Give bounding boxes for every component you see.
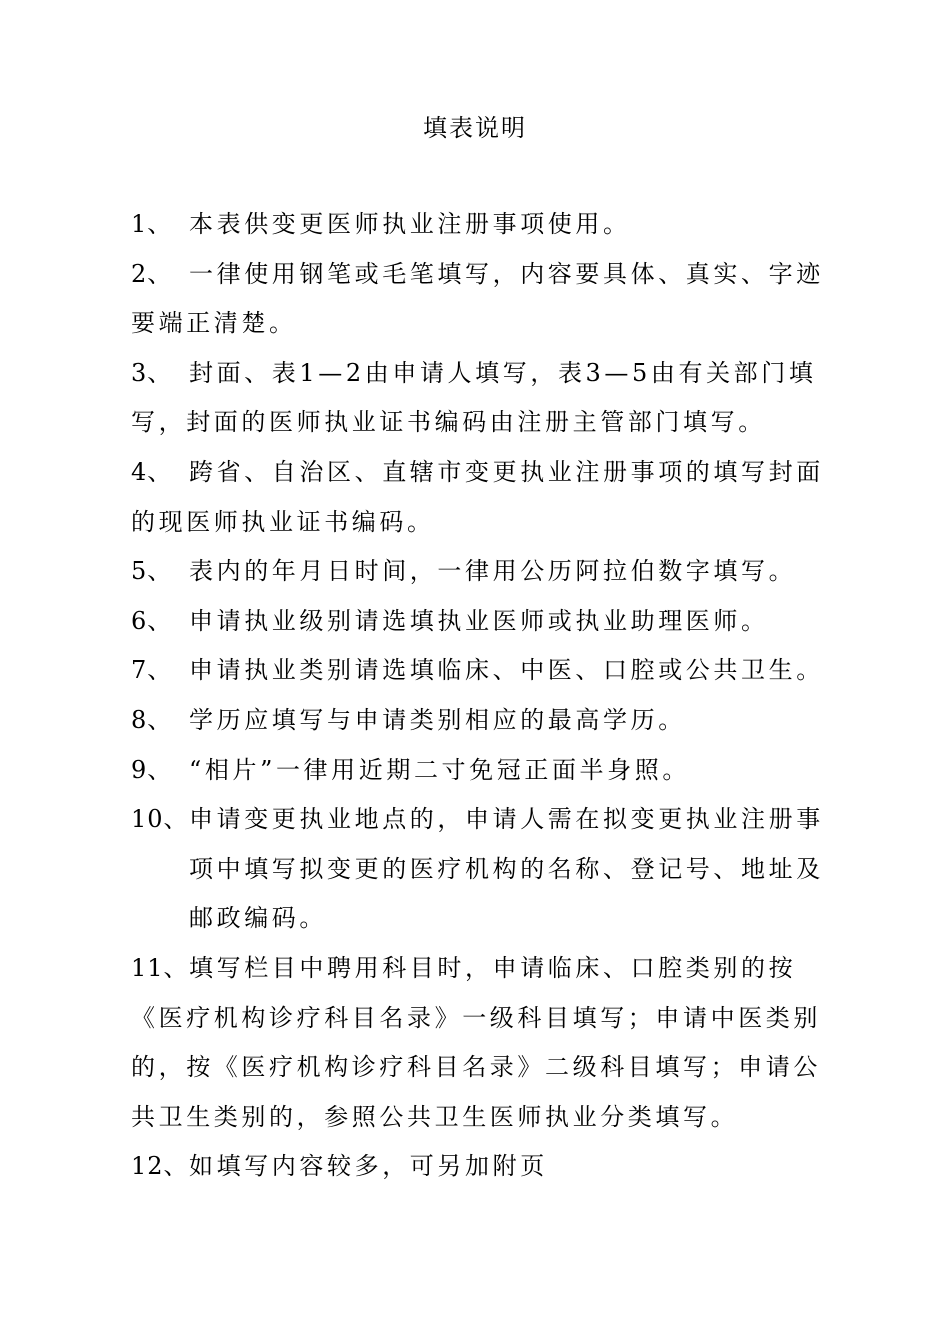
list-item	[131, 696, 831, 746]
item-text: 表内的年月日时间，一律用公历阿拉伯数字填写。	[189, 557, 797, 586]
list-item	[131, 349, 831, 448]
list-item	[131, 1142, 831, 1192]
item-text: 跨省、自治区、直辖市变更执业注册事项的填写封面的现医师执业证书编码。	[131, 457, 824, 536]
item-number: 11、	[131, 953, 189, 982]
item-text: 申请执业类别请选填临床、中医、口腔或公共卫生。	[189, 656, 824, 685]
item-number: 6、	[131, 606, 173, 635]
list-item	[131, 944, 831, 1142]
item-text: 学历应填写与申请类别相应的最高学历。	[189, 705, 686, 734]
list-item	[131, 646, 831, 696]
item-number: 9、	[131, 755, 173, 784]
item-text: 封面、表1—2由申请人填写，表3—5由有关部门填写，封面的医师执业证书编码由注册主管部门填写。	[131, 358, 817, 437]
item-number: 4、	[131, 457, 173, 486]
list-item	[131, 250, 831, 349]
list-item	[131, 795, 831, 944]
item-number: 1、	[131, 210, 173, 238]
item-text: 一律使用钢笔或毛笔填写，内容要具体、真实、字迹要端正清楚。	[131, 259, 824, 338]
list-item	[131, 746, 831, 796]
item-text: 申请执业级别请选填执业医师或执业助理医师。	[189, 606, 769, 635]
item-text: 填写栏目中聘用科目时，申请临床、口腔类别的按《医疗机构诊疗科目名录》一级科目填写；申请中医类别的，按《医疗机构诊疗科目名录》二级科目填写；申请公共卫生类别的，参照公共卫生医师执业分类填写。	[131, 953, 821, 1131]
item-number: 10、	[131, 805, 189, 834]
item-text: 申请变更执业地点的，申请人需在拟变更执业注册事项中填写拟变更的医疗机构的名称、登记号、地址及邮政编码。	[189, 805, 824, 933]
item-number: 7、	[131, 656, 173, 685]
item-number: 12、	[131, 1152, 189, 1181]
item-number: 5、	[131, 557, 173, 586]
instruction-list	[131, 200, 831, 1192]
page-title: 填表说明	[423, 114, 527, 142]
item-number: 2、	[131, 259, 173, 288]
item-text: “相片”一律用近期二寸免冠正面半身照。	[189, 755, 690, 784]
item-text: 如填写内容较多，可另加附页	[189, 1152, 548, 1181]
list-item	[131, 200, 831, 250]
list-item	[131, 597, 831, 647]
item-number: 8、	[131, 705, 173, 734]
item-text: 本表供变更医师执业注册事项使用。	[189, 210, 631, 238]
list-item	[131, 448, 831, 547]
list-item	[131, 547, 831, 597]
item-number: 3、	[131, 358, 173, 387]
